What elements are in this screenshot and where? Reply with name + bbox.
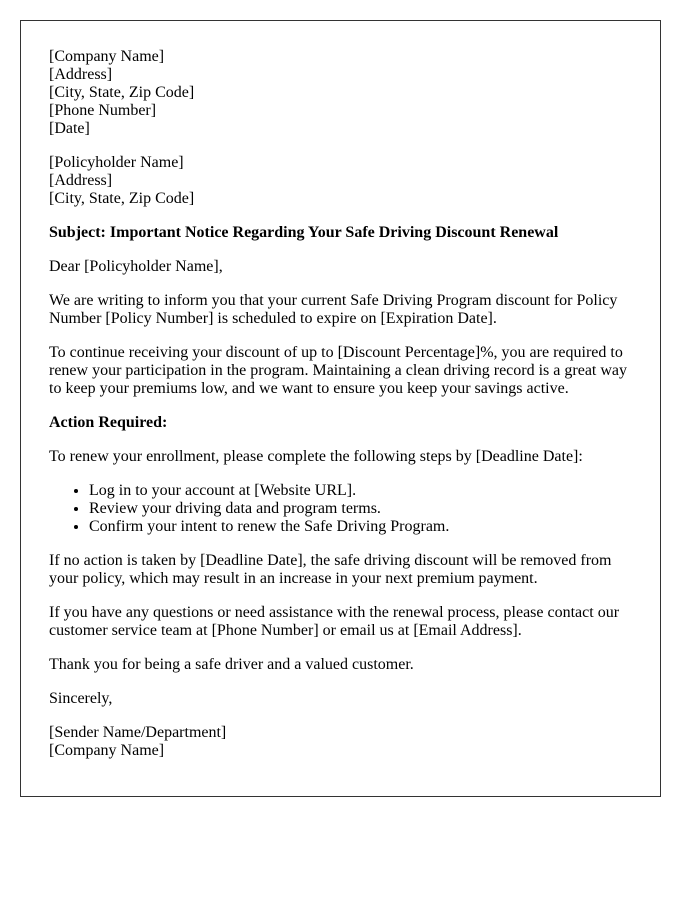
paragraph-discount: To continue receiving your discount of up to [Discount Percentage]%, you are required to renew your participation in the program. Maintaining a clean driving record is a great way to keep your premiums low, and we want to ensure you keep your savings active. <box>49 344 628 397</box>
recipient-city-state-zip: [City, State, Zip Code] <box>49 190 195 207</box>
subject-line: Subject: Important Notice Regarding Your Safe Driving Discount Renewal <box>49 224 559 241</box>
signature-sender: [Sender Name/Department] <box>49 724 227 741</box>
signature-block <box>49 724 632 760</box>
signature-company: [Company Name] <box>49 742 165 759</box>
paragraph-consequence: If no action is taken by [Deadline Date], the safe driving discount will be removed from your policy, which may result in an increase in your next premium payment. <box>49 552 612 587</box>
paragraph-contact: If you have any questions or need assistance with the renewal process, please contact our customer service team at [Phone Number] or email us at [Email Address]. <box>49 604 620 639</box>
sender-phone: [Phone Number] <box>49 102 157 119</box>
recipient-name: [Policyholder Name] <box>49 154 184 171</box>
paragraph-thanks: Thank you for being a safe driver and a valued customer. <box>49 656 414 673</box>
list-item: • Log in to your account at [Website URL]. <box>89 482 632 500</box>
paragraph-expiration: We are writing to inform you that your current Safe Driving Program discount for Policy Number [Policy Number] is scheduled to expire on [Expiration Date]. <box>49 292 618 327</box>
list-item: • Review your driving data and program terms. <box>89 500 632 518</box>
sender-address: [Address] <box>49 66 113 83</box>
sender-city-state-zip: [City, State, Zip Code] <box>49 84 195 101</box>
salutation: Dear [Policyholder Name], <box>49 258 223 275</box>
sender-address-block <box>49 48 632 138</box>
steps-intro: To renew your enrollment, please complete the following steps by [Deadline Date]: <box>49 448 583 465</box>
letter-date: [Date] <box>49 120 90 137</box>
letter <box>20 20 661 797</box>
list-item: • Confirm your intent to renew the Safe Driving Program. <box>89 518 632 536</box>
closing: Sincerely, <box>49 690 113 707</box>
steps-list <box>49 482 632 536</box>
action-required-heading: Action Required: <box>49 414 168 431</box>
recipient-address: [Address] <box>49 172 113 189</box>
recipient-address-block <box>49 154 632 208</box>
sender-company-name: [Company Name] <box>49 48 165 65</box>
